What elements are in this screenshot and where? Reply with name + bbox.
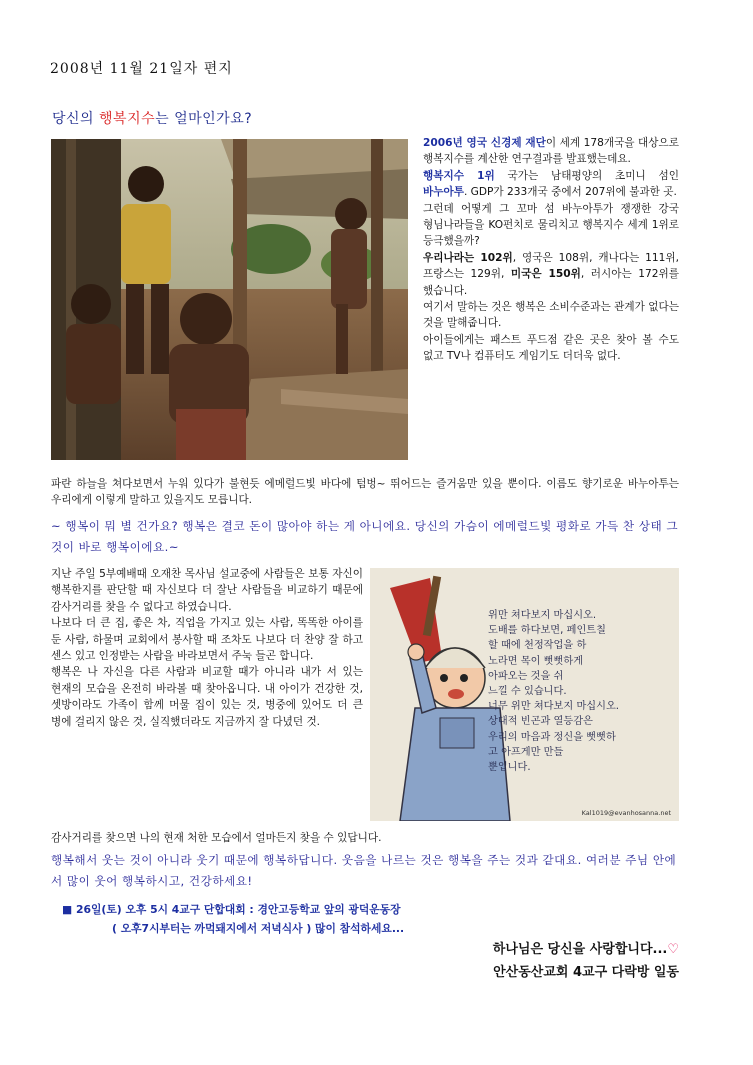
cartoon-line: 너무 위만 쳐다보지 마십시오. [488, 701, 620, 713]
intro-p4-bold2: 미국은 150위 [510, 268, 581, 281]
laughter-closing: 행복해서 웃는 것이 아니라 웃기 때문에 행복하답니다. 웃음을 나르는 것은 행복을 주는 것과 같대요. 여러분 주님 안에서 많이 웃어 행복하시고, 건강하세요! [51, 853, 677, 888]
notice-line1: ■ 26일(토) 오후 5시 4교구 단합대회 : 경안고등학교 앞의 광덕운동장 [62, 903, 401, 916]
intro-p4-mid: , 영국은 108위, 캐나다는 111위, 프랑스는 129위, [423, 251, 680, 281]
intro-p1 [423, 135, 679, 168]
cartoon-line: 느낄 수 있습니다. [488, 686, 567, 698]
cartoon-line: 위만 쳐다보지 마십시오. [488, 610, 597, 621]
intro-p2-mid: 국가는 남태평양의 초미니 섬인 [494, 169, 679, 182]
intro-p1-bold: 2006년 영국 신경제 재단 [423, 137, 546, 149]
cartoon-line: 우리의 마음과 정신을 뻣뻣하 [488, 731, 616, 743]
sermon-p1: 지난 주일 5부예배때 오재찬 목사님 설교중에 사람들은 보통 자신이 행복한지를 판단할 때 자신보다 더 잘난 사람들을 비교하기 때문에 감사거리를 찾을 수 없다고 하였습니다. [51, 568, 363, 613]
signature-line1: 하나님은 당신을 사랑합니다... [492, 942, 668, 957]
letter-date: 2008년 11월 21일자 편지 [50, 61, 233, 77]
happiness-quote: ~ 행복이 뭐 별 건가요? 행복은 결코 돈이 많아야 하는 게 아니에요. 당신의 가슴이 에메럴드빛 평화로 가득 찬 상태 그것이 바로 행복이에요.~ [51, 519, 679, 554]
heart-icon: ♡ [667, 942, 679, 957]
cartoon-line: 할 때에 천정작업을 하 [488, 640, 587, 652]
signature-group: 안산동산교회 4교구 다락방 일동 [493, 965, 679, 980]
sermon-p2: 나보다 더 큰 집, 좋은 차, 직업을 가지고 있는 사람, 똑똑한 아이를 둔 사람, 하물며 교회에서 봉사할 때 조차도 나보다 더 찬양 잘 하고 센스 있고 인정받는 사람을 바라보면서 주눅 들곤 합니다. [51, 617, 363, 663]
cartoon-line: 상대적 빈곤과 열등감은 [488, 716, 593, 728]
intro-p6: 아이들에게는 패스트 푸드점 같은 곳은 찾아 볼 수도 없고 TV나 컴퓨터도 게임기도 더더욱 없다. [423, 333, 679, 363]
notice-line2: ( 오후7시부터는 까먹돼지에서 저녁식사 ) 많이 참석하세요... [112, 922, 405, 935]
vanuatu-paragraph: 파란 하늘을 쳐다보면서 누워 있다가 불현듯 에메럴드빛 바다에 텀벙~ 뛰어드는 즐거움만 있을 뿐이다. 이름도 향기로운 바누아투는 우리에게 이렇게 말하고 있을지도 모릅니다. [51, 478, 679, 507]
title-highlight: 행복지수 [99, 111, 156, 127]
gratitude-line: 감사거리를 찾으면 나의 현재 처한 모습에서 얼마든지 찾을 수 있답니다. [51, 832, 382, 844]
cartoon-line: 뿐입니다. [488, 762, 531, 774]
cartoon-line: 노라면 목이 뻣뻣하게 [488, 655, 584, 667]
cartoon-line: 도배를 하다보면, 페인트칠 [488, 625, 606, 637]
intro-p1-rest: 이 세계 178개국을 대상으로 행복지수를 계산한 연구결과를 발표했는데요. [423, 137, 679, 166]
intro-p2 [423, 168, 679, 201]
intro-p2-rest: . GDP가 233개국 중에서 207위에 불과한 곳. [463, 186, 677, 199]
letter-title [52, 108, 252, 128]
title-part1: 당신의 [52, 111, 100, 127]
painter-cartoon [370, 568, 679, 821]
intro-p4-bold1: 우리나라는 102위 [423, 251, 513, 264]
event-notice [62, 900, 404, 938]
title-part2: 는 얼마인가요? [155, 111, 253, 127]
signature-love [423, 938, 679, 957]
intro-text [423, 135, 679, 365]
intro-p4 [423, 250, 679, 299]
intro-p5: 여기서 말하는 것은 행복은 소비수준과는 관계가 없다는 것을 말해줍니다. [423, 301, 679, 330]
intro-p4-rest: , 러시아는 172위를 했습니다. [423, 268, 679, 297]
sermon-text [51, 566, 363, 730]
intro-p2-bold1: 행복지수 1위 [423, 169, 495, 182]
cartoon-line: 아파오는 것을 쉬 [488, 670, 564, 682]
sermon-p3: 행복은 나 자신을 다른 사람과 비교할 때가 아니라 내가 서 있는 현재의 모습을 온전히 바라볼 때 찾아옵니다. 내 아이가 건강한 것, 셋방이라도 가족이 함께 머물 집이 있는 것, 병중에 있어도 더 큰 병에 걸리지 않은 것, 실직했더라도 지금까지 잘 다녔던 것. [51, 666, 363, 728]
children-photo [51, 139, 408, 460]
cartoon-line: 고 아프게만 만들 [488, 746, 564, 758]
cartoon-credit: Kal1019@evanhosanna.net [581, 809, 671, 817]
intro-p3: 그런데 어떻게 그 꼬마 섬 바누아투가 쟁쟁한 강국 형님나라들을 KO펀치로 물리치고 행복지수 세계 1위로 등극했을까? [423, 202, 679, 248]
intro-p2-bold2: 바누아투 [423, 186, 464, 199]
cartoon-text [488, 608, 674, 775]
